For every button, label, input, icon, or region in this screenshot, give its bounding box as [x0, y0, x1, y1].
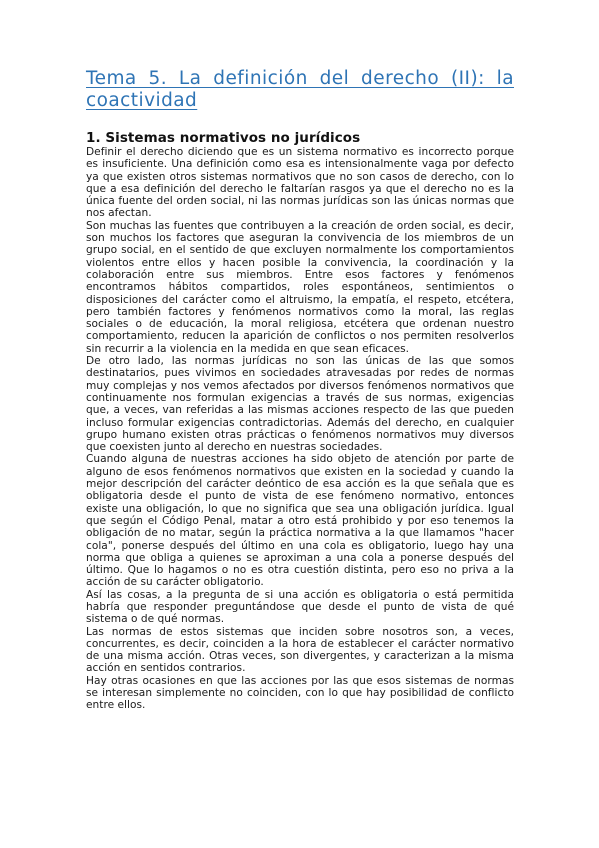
paragraph-5: Así las cosas, a la pregunta de si una acción es obligatoria o está permitida habría que responder preguntándose que desde el punto de vista de qué sistema o de qué normas.: [86, 588, 514, 626]
paragraph-2: Son muchas las fuentes que contribuyen a la creación de orden social, es decir, son muchos los factores que aseguran la convivencia de los miembros de un grupo social, en el sentido de que excluyen normalmente los comportamientos violentos entre ellos y hacen posible la convivencia, la coordinación y la colaboración entre sus miembros. Entre esos factores y fenómenos encontramos hábitos compartidos, roles espontáneos, sentimientos o disposiciones del carácter como el altruismo, la empatía, el respeto, etcétera, pero también factores y fenómenos normativos como la moral, las reglas sociales o de educación, la moral religiosa, etcétera que ordenan nuestro comportamiento, reducen la aparición de conflictos o nos permiten resolverlos sin recurrir a la violencia en la medida en que sean eficaces.: [86, 219, 514, 355]
paragraph-4: Cuando alguna de nuestras acciones ha sido objeto de atención por parte de alguno de esos fenómenos normativos que existen en la sociedad y cuando la mejor descripción del carácter deóntico de esa acción es la que señala que es obligatoria desde el punto de vista de ese fenómeno normativo, entonces existe una obligación, lo que no significa que sea una obligación jurídica. Igual que según el Código Penal, matar a otro está prohibido y por eso tenemos la obligación de no matar, según la práctica normativa a la que llamamos "hacer cola", ponerse después del último en una cola es obligatorio, luego hay una norma que obliga a quienes se aproximan a una cola a ponerse después del último. Que lo hagamos o no es otra cuestión distinta, pero eso no priva a la acción de su carácter obligatorio.: [86, 453, 514, 589]
page-title[interactable]: Tema 5. La definición del derecho (II): la coactividad: [86, 68, 514, 111]
section-heading: 1. Sistemas normativos no jurídicos: [86, 130, 361, 146]
document-page: [86, 68, 514, 712]
paragraph-6: Las normas de estos sistemas que inciden sobre nosotros son, a veces, concurrentes, es decir, coinciden a la hora de establecer el carácter normativo de una misma acción. Otras veces, son divergentes, y caracterizan a la misma acción en sentidos contrarios.: [86, 625, 514, 675]
paragraph-7: Hay otras ocasiones en que las acciones por las que esos sistemas de normas se interesan simplemente no coinciden, con lo que hay posibilidad de conflicto entre ellos.: [86, 674, 514, 712]
paragraph-1: Definir el derecho diciendo que es un sistema normativo es incorrecto porque es insuficiente. Una definición como esa es intensionalmente vaga por defecto ya que existen otros sistemas normativos que no son casos de derecho, con lo que a esa definición del derecho le faltarían rasgos ya que el derecho no es la única fuente del orden social, ni las normas jurídicas son las únicas normas que nos afectan.: [86, 146, 514, 220]
paragraph-3: De otro lado, las normas jurídicas no son las únicas de las que somos destinatarios, pues vivimos en sociedades atravesadas por redes de normas muy complejas y nos vemos afectados por diversos fenómenos normativos que continuamente nos formulan exigencias a través de sus normas, exigencias que, a veces, van referidas a las mismas acciones respecto de las que pueden incluso formular exigencias contradictorias. Además del derecho, en cualquier grupo humano existen otras prácticas o fenómenos normativos muy diversos que coexisten junto al derecho en nuestras sociedades.: [86, 355, 514, 454]
